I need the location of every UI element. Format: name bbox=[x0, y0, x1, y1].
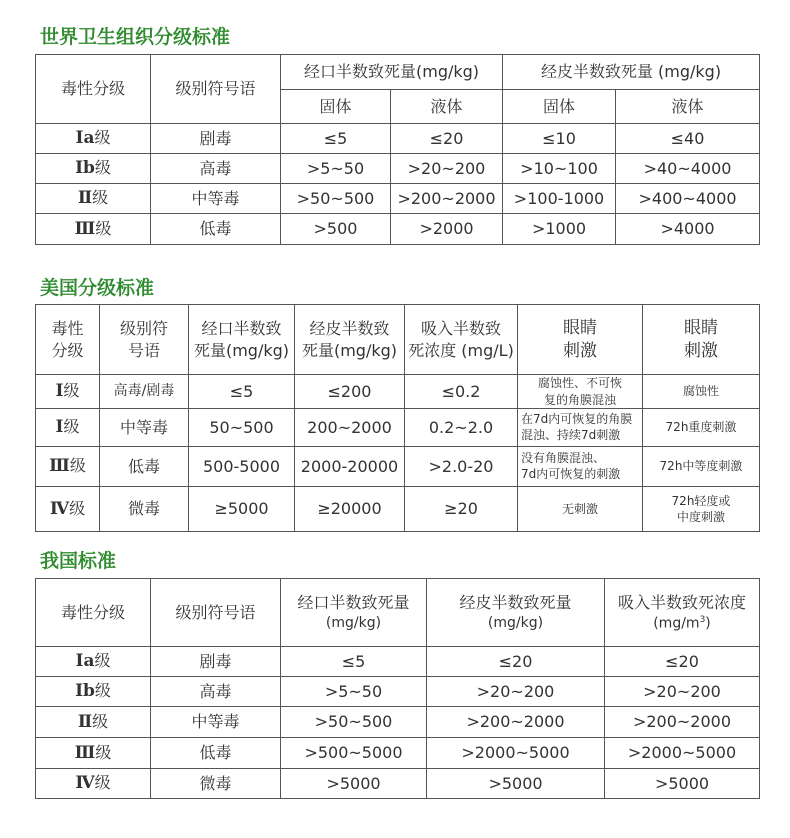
level-suffix: 级 bbox=[69, 456, 86, 476]
table-row bbox=[36, 487, 760, 532]
level-suffix: 级 bbox=[95, 742, 112, 762]
us-header-toxicity-class-text: 毒性 分级 bbox=[51, 318, 84, 360]
level-numeral: Ⅰ bbox=[55, 417, 64, 438]
value-cell: ≤20 bbox=[605, 647, 760, 677]
value-cell: ≥5000 bbox=[189, 487, 295, 532]
cn-header-inhalation-title: 吸入半数致死浓度 bbox=[617, 592, 746, 612]
us-header-toxicity-class bbox=[36, 305, 100, 375]
value-cell: >2000~5000 bbox=[427, 738, 605, 769]
table-row bbox=[36, 154, 760, 184]
signal-word-cell: 低毒 bbox=[100, 447, 189, 487]
who-header-row bbox=[36, 55, 760, 90]
skin-irritation-text: 72h重度刺激 bbox=[665, 420, 737, 435]
value-cell: >2000~5000 bbox=[605, 738, 760, 769]
cn-header-dermal-unit: (mg/kg) bbox=[487, 614, 544, 631]
value-cell: >20~200 bbox=[391, 154, 503, 184]
value-cell: ≤5 bbox=[281, 124, 391, 154]
eye-irritation-text: 没有角膜混浊、 7d内可恢复的刺激 bbox=[521, 450, 621, 481]
value-cell: >40~4000 bbox=[616, 154, 760, 184]
cn-header-dermal bbox=[427, 579, 605, 647]
who-header-oral-liquid: 液体 bbox=[391, 90, 503, 124]
level-suffix: 级 bbox=[94, 651, 111, 671]
value-cell: >100-1000 bbox=[503, 184, 616, 214]
us-section-title: 美国分级标准 bbox=[40, 277, 155, 299]
level-cell bbox=[36, 447, 100, 487]
eye-irritation-cell bbox=[518, 409, 643, 447]
us-header-dermal-text: 经皮半数致 死量(mg/kg) bbox=[301, 318, 398, 360]
cn-header-inhalation-unit-base: (mg/m bbox=[653, 615, 700, 632]
value-cell: >500~5000 bbox=[281, 738, 427, 769]
value-cell: >2.0-20 bbox=[405, 447, 518, 487]
level-numeral: Ⅱ bbox=[77, 188, 93, 209]
value-cell: ≥20000 bbox=[295, 487, 405, 532]
cn-header-dermal-title: 经皮半数致死量 bbox=[459, 593, 572, 613]
level-cell bbox=[36, 409, 100, 447]
level-suffix: 级 bbox=[92, 711, 109, 731]
cn-header-signal-word: 级别符号语 bbox=[151, 579, 281, 647]
us-header-signal-word-text: 级别符 号语 bbox=[119, 318, 168, 360]
cn-header-inhalation-unit-sup: 3 bbox=[699, 614, 706, 625]
us-header-dermal bbox=[295, 305, 405, 375]
cn-header-inhalation-unit bbox=[605, 614, 759, 634]
cn-header-toxicity-class: 毒性分级 bbox=[36, 579, 151, 647]
eye-irritation-cell bbox=[518, 487, 643, 532]
table-row bbox=[36, 769, 760, 799]
table-row bbox=[36, 707, 760, 738]
us-header-inhalation bbox=[405, 305, 518, 375]
cn-header-oral bbox=[281, 579, 427, 647]
signal-word-cell: 剧毒 bbox=[151, 647, 281, 677]
signal-word-cell: 高毒 bbox=[151, 677, 281, 707]
eye-irritation-cell bbox=[518, 447, 643, 487]
value-cell: >200~2000 bbox=[427, 707, 605, 738]
signal-word-cell: 高毒/剧毒 bbox=[100, 375, 189, 409]
skin-irritation-cell bbox=[643, 409, 760, 447]
who-section-title: 世界卫生组织分级标准 bbox=[40, 26, 231, 48]
level-suffix: 级 bbox=[63, 417, 80, 437]
who-header-dermal-liquid: 液体 bbox=[616, 90, 760, 124]
table-row bbox=[36, 677, 760, 707]
signal-word-cell: 低毒 bbox=[151, 214, 281, 245]
level-cell bbox=[36, 214, 151, 245]
cn-header-inhalation-unit-close: ) bbox=[705, 615, 711, 632]
value-cell: 500-5000 bbox=[189, 447, 295, 487]
who-header-dermal-solid: 固体 bbox=[503, 90, 616, 124]
value-cell: ≥20 bbox=[405, 487, 518, 532]
value-cell: >4000 bbox=[616, 214, 760, 245]
table-row bbox=[36, 738, 760, 769]
cn-section-title: 我国标准 bbox=[40, 550, 117, 572]
level-cell bbox=[36, 184, 151, 214]
value-cell: >200~2000 bbox=[391, 184, 503, 214]
table-row bbox=[36, 409, 760, 447]
level-numeral: Ⅳ bbox=[49, 498, 70, 519]
value-cell: ≤40 bbox=[616, 124, 760, 154]
who-header-oral: 经口半数致死量(mg/kg) bbox=[281, 55, 503, 90]
value-cell: >5000 bbox=[605, 769, 760, 799]
level-suffix: 级 bbox=[63, 381, 80, 401]
level-suffix: 级 bbox=[94, 681, 111, 701]
signal-word-cell: 低毒 bbox=[151, 738, 281, 769]
signal-word-cell: 微毒 bbox=[151, 769, 281, 799]
us-header-eye-text: 眼睛 刺激 bbox=[563, 317, 597, 361]
value-cell: >10~100 bbox=[503, 154, 616, 184]
us-table bbox=[35, 304, 760, 532]
us-header-eye bbox=[518, 305, 643, 375]
value-cell: >5000 bbox=[281, 769, 427, 799]
table-row bbox=[36, 214, 760, 245]
value-cell: >200~2000 bbox=[605, 707, 760, 738]
cn-header-oral-title: 经口半数致死量 bbox=[297, 593, 410, 613]
value-cell: >50~500 bbox=[281, 184, 391, 214]
level-suffix: 级 bbox=[92, 188, 109, 208]
value-cell: >20~200 bbox=[605, 677, 760, 707]
signal-word-cell: 中等毒 bbox=[100, 409, 189, 447]
value-cell: >5~50 bbox=[281, 154, 391, 184]
value-cell: ≤200 bbox=[295, 375, 405, 409]
table-row bbox=[36, 184, 760, 214]
who-header-signal-word: 级别符号语 bbox=[151, 55, 281, 124]
skin-irritation-text: 72h轻度或 中度刺激 bbox=[671, 493, 731, 524]
cn-header-inhalation bbox=[605, 579, 760, 647]
level-numeral: Ⅰ bbox=[55, 381, 64, 402]
table-row bbox=[36, 447, 760, 487]
value-cell: 2000-20000 bbox=[295, 447, 405, 487]
who-table bbox=[35, 54, 760, 245]
value-cell: ≤10 bbox=[503, 124, 616, 154]
value-cell: ≤5 bbox=[189, 375, 295, 409]
eye-irritation-text: 腐蚀性、不可恢 复的角膜混浊 bbox=[537, 376, 622, 407]
table-row bbox=[36, 375, 760, 409]
value-cell: >400~4000 bbox=[616, 184, 760, 214]
eye-irritation-text: 无刺激 bbox=[561, 501, 598, 516]
us-header-row bbox=[36, 305, 760, 375]
signal-word-cell: 微毒 bbox=[100, 487, 189, 532]
level-suffix: 级 bbox=[94, 128, 111, 148]
level-numeral: Ⅰb bbox=[75, 681, 95, 702]
level-cell bbox=[36, 738, 151, 769]
us-header-skin-text: 眼睛 刺激 bbox=[684, 317, 718, 361]
level-numeral: Ⅱ bbox=[77, 711, 93, 732]
eye-irritation-cell bbox=[518, 375, 643, 409]
value-cell: >5~50 bbox=[281, 677, 427, 707]
value-cell: >1000 bbox=[503, 214, 616, 245]
value-cell: >5000 bbox=[427, 769, 605, 799]
skin-irritation-cell bbox=[643, 487, 760, 532]
value-cell: ≤0.2 bbox=[405, 375, 518, 409]
level-suffix: 级 bbox=[94, 158, 111, 178]
who-header-oral-solid: 固体 bbox=[281, 90, 391, 124]
who-header-toxicity-class: 毒性分级 bbox=[36, 55, 151, 124]
level-cell bbox=[36, 124, 151, 154]
us-header-oral-text: 经口半数致 死量(mg/kg) bbox=[193, 318, 290, 360]
signal-word-cell: 中等毒 bbox=[151, 184, 281, 214]
us-header-inhalation-text: 吸入半数致 死浓度 (mg/L) bbox=[408, 318, 514, 360]
skin-irritation-cell bbox=[643, 375, 760, 409]
level-suffix: 级 bbox=[94, 773, 111, 793]
skin-irritation-text: 72h中等度刺激 bbox=[659, 459, 743, 474]
table-row bbox=[36, 647, 760, 677]
value-cell: 0.2~2.0 bbox=[405, 409, 518, 447]
us-header-signal-word bbox=[100, 305, 189, 375]
skin-irritation-text: 腐蚀性 bbox=[682, 384, 719, 399]
level-numeral: Ⅰa bbox=[75, 651, 95, 672]
us-header-oral bbox=[189, 305, 295, 375]
level-numeral: Ⅰb bbox=[75, 158, 95, 179]
level-numeral: Ⅲ bbox=[74, 742, 96, 763]
eye-irritation-text: 在7d内可恢复的角膜 混浊、持续7d刺激 bbox=[521, 411, 633, 442]
value-cell: >2000 bbox=[391, 214, 503, 245]
who-header-dermal: 经皮半数致死量 (mg/kg) bbox=[503, 55, 760, 90]
value-cell: >20~200 bbox=[427, 677, 605, 707]
level-cell bbox=[36, 154, 151, 184]
cn-table bbox=[35, 578, 760, 799]
value-cell: 200~2000 bbox=[295, 409, 405, 447]
value-cell: 50~500 bbox=[189, 409, 295, 447]
level-suffix: 级 bbox=[95, 218, 112, 238]
level-suffix: 级 bbox=[69, 498, 86, 518]
table-row bbox=[36, 124, 760, 154]
level-numeral: Ⅳ bbox=[75, 773, 95, 794]
value-cell: >500 bbox=[281, 214, 391, 245]
skin-irritation-cell bbox=[643, 447, 760, 487]
level-cell bbox=[36, 647, 151, 677]
value-cell: ≤20 bbox=[391, 124, 503, 154]
value-cell: >50~500 bbox=[281, 707, 427, 738]
level-cell bbox=[36, 487, 100, 532]
level-cell bbox=[36, 677, 151, 707]
level-numeral: Ⅲ bbox=[49, 456, 70, 477]
signal-word-cell: 剧毒 bbox=[151, 124, 281, 154]
level-cell bbox=[36, 375, 100, 409]
level-cell bbox=[36, 769, 151, 799]
signal-word-cell: 高毒 bbox=[151, 154, 281, 184]
value-cell: ≤20 bbox=[427, 647, 605, 677]
level-numeral: Ⅲ bbox=[74, 218, 96, 239]
level-cell bbox=[36, 707, 151, 738]
value-cell: ≤5 bbox=[281, 647, 427, 677]
cn-header-row bbox=[36, 579, 760, 647]
us-header-skin bbox=[643, 305, 760, 375]
signal-word-cell: 中等毒 bbox=[151, 707, 281, 738]
level-numeral: Ⅰa bbox=[75, 128, 95, 149]
cn-header-oral-unit: (mg/kg) bbox=[325, 614, 382, 631]
